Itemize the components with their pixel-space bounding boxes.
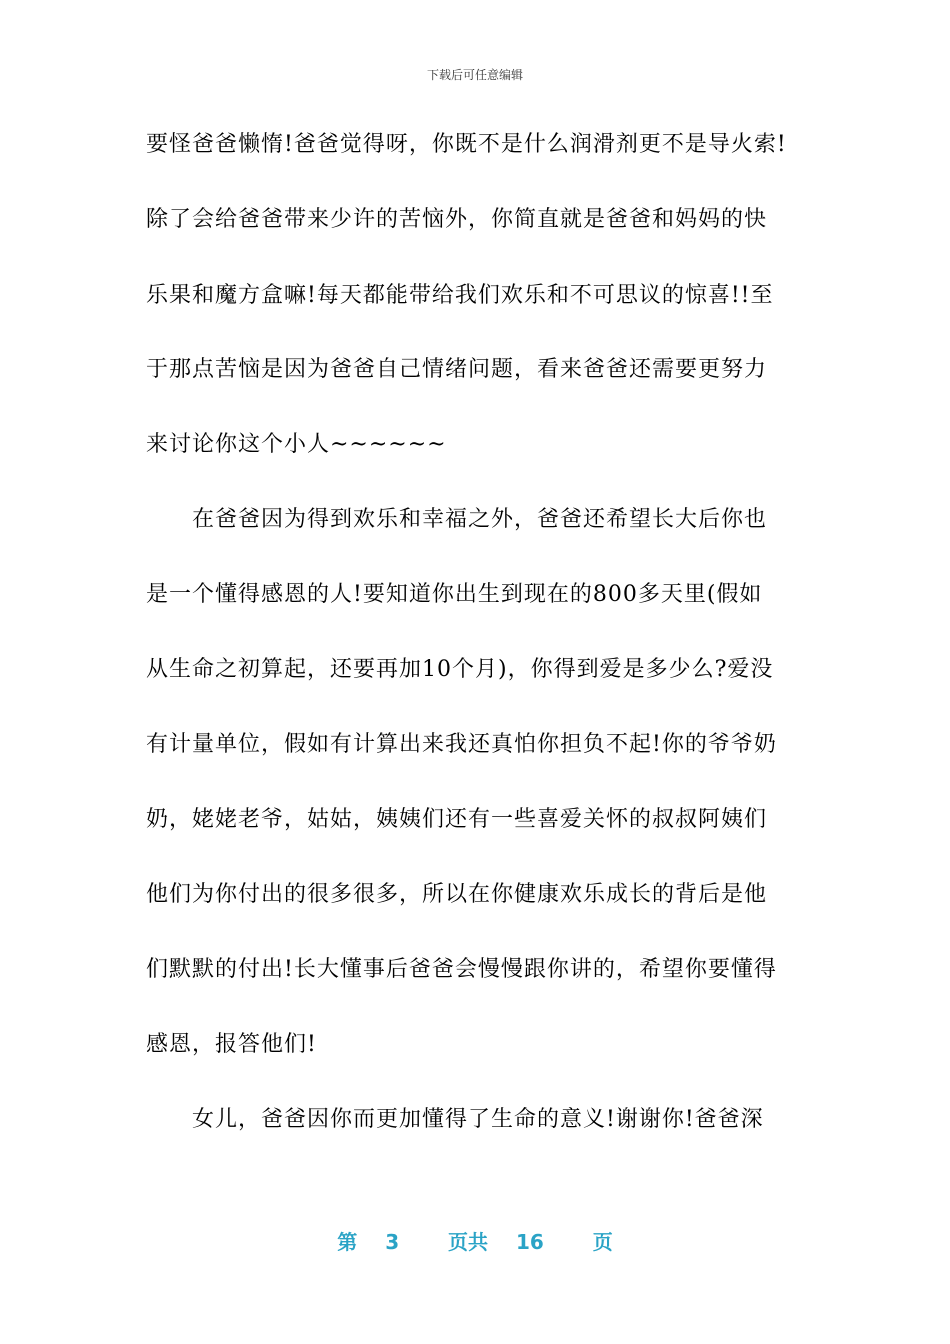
page-number-footer — [0, 1226, 950, 1255]
text-line: 乐果和魔方盒嘛!每天都能带给我们欢乐和不可思议的惊喜!!至 — [146, 283, 774, 308]
page-header: 下载后可任意编辑 — [426, 68, 523, 82]
text-line: 他们为你付出的很多很多，所以在你健康欢乐成长的背后是他 — [146, 882, 768, 907]
total-pages-number: 16 — [515, 1230, 544, 1254]
footer-prefix: 第 — [337, 1230, 358, 1254]
text-line: 感恩，报答他们! — [146, 1032, 317, 1057]
paragraph-start-line: 女儿，爸爸因你而更加懂得了生命的意义!谢谢你!爸爸深 — [192, 1107, 764, 1132]
text-line: 有计量单位，假如有计算出来我还真怕你担负不起!你的爷爷奶 — [146, 732, 777, 757]
text-line: 来讨论你这个小人~~~~~~ — [146, 432, 447, 457]
current-page-number: 3 — [385, 1230, 400, 1254]
text-line: 要怪爸爸懒惰!爸爸觉得呀，你既不是什么润滑剂更不是导火索! — [146, 132, 787, 157]
text-line: 除了会给爸爸带来少许的苦恼外，你简直就是爸爸和妈妈的快 — [146, 207, 768, 232]
footer-middle: 页共 — [448, 1230, 489, 1254]
footer-suffix: 页 — [592, 1230, 613, 1254]
text-line: 们默默的付出!长大懂事后爸爸会慢慢跟你讲的，希望你要懂得 — [146, 957, 777, 982]
text-line: 是一个懂得感恩的人!要知道你出生到现在的800多天里(假如 — [146, 582, 763, 607]
text-line: 奶，姥姥老爷，姑姑，姨姨们还有一些喜爱关怀的叔叔阿姨们 — [146, 807, 768, 832]
text-line: 从生命之初算起，还要再加10个月)，你得到爱是多少么?爱没 — [146, 657, 774, 682]
paragraph-start-line: 在爸爸因为得到欢乐和幸福之外，爸爸还希望长大后你也 — [192, 507, 768, 532]
text-line: 于那点苦恼是因为爸爸自己情绪问题，看来爸爸还需要更努力 — [146, 357, 768, 382]
